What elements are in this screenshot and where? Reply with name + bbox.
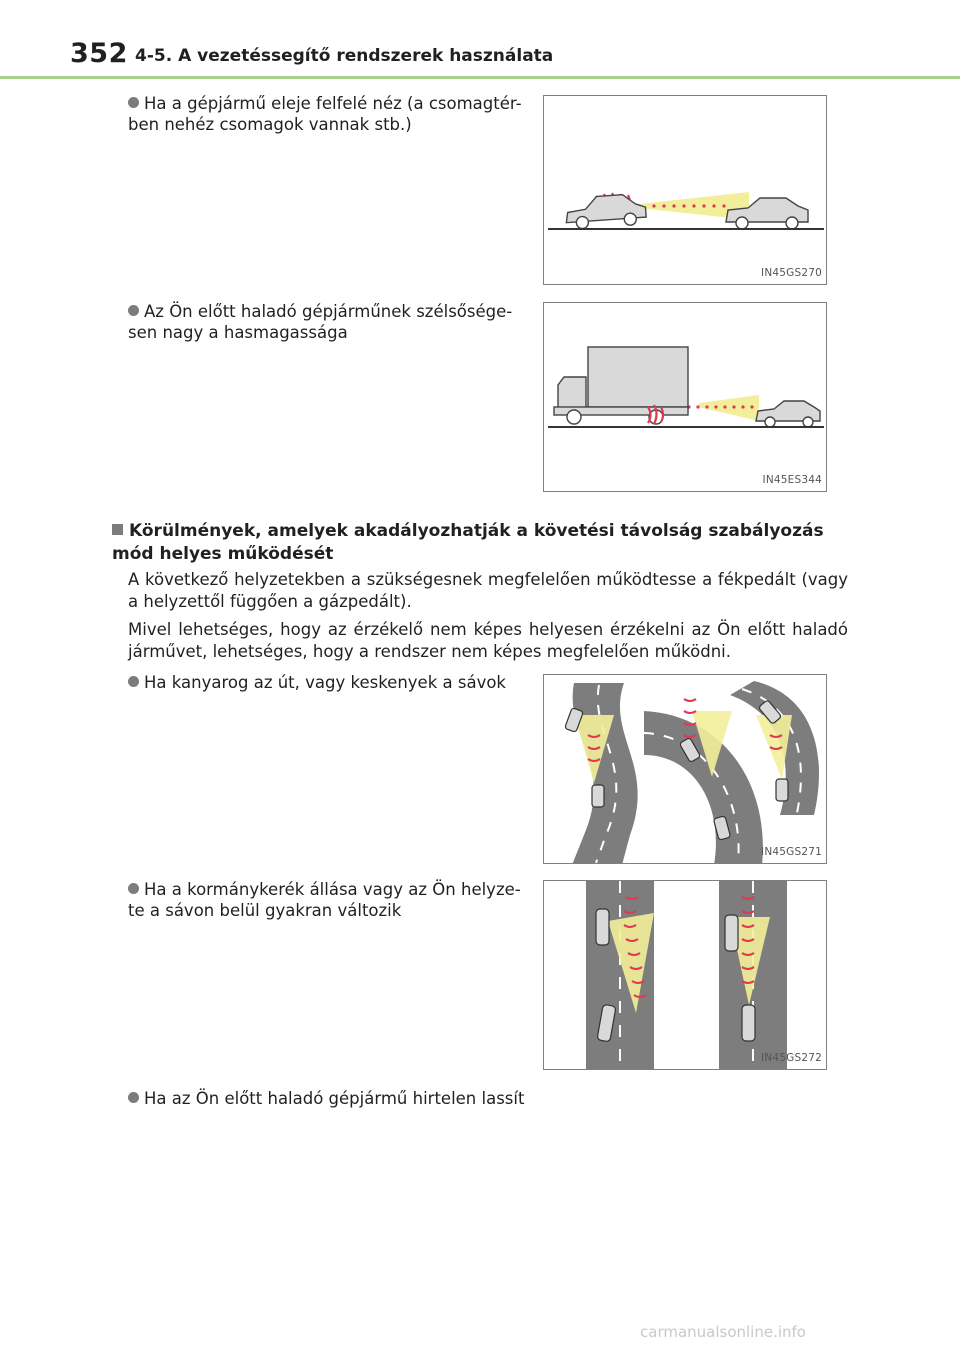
bullet-text: Ha kanyarog az út, vagy keskenyek a sávok [144,673,506,692]
bullet-curvy-road [128,672,528,693]
figure-code: IN45ES344 [762,474,822,486]
footer-watermark[interactable]: carmanualsonline.info [640,1323,806,1341]
illustration-cars-following [544,96,827,285]
header-rule [0,76,960,79]
figure-truck-clearance [543,302,827,492]
bullet-high-clearance [128,301,528,343]
illustration-truck-and-car [544,303,827,492]
bullet-dot-icon [128,883,139,894]
bullet-steering-position [128,879,528,921]
section-title: 4-5. A vezetéssegítő rendszerek használata [135,46,554,66]
bullet-sudden-decel [128,1088,528,1109]
illustration-straight-lanes [544,881,827,1070]
bullet-dot-icon [128,97,139,108]
figure-code: IN45GS272 [761,1052,822,1064]
page-number: 352 [70,38,128,69]
page-header [0,0,960,80]
bullet-text: Ha az Ön előtt haladó gépjármű hirtelen lassít [144,1089,525,1108]
bullet-dot-icon [128,1092,139,1103]
paragraph-sensor-note: Mivel lehetséges, hogy az érzékelő nem képes helyesen érzékelni az Ön előtt haladó járművet, lehetséges, hogy a rendszer nem képes megfelelően működni. [128,620,848,661]
figure-curvy-roads [543,674,827,864]
heading-text: Körülmények, amelyek akadályozhatják a követési távolság szabályozás mód helyes működését [112,521,824,564]
figure-lane-position [543,880,827,1070]
figure-raised-front [543,95,827,285]
bullet-text: Az Ön előtt haladó gépjárműnek szélsősége-sen nagy a hasmagassága [128,302,513,342]
bullet-front-raised [128,93,528,135]
paragraph-pedal-note: A következő helyzetekben a szükségesnek megfelelően működtesse a fékpedált (vagy a helyzettől függően a gázpedált). [128,570,848,611]
figure-code: IN45GS271 [761,846,822,858]
section-heading [112,520,852,566]
bullet-dot-icon [128,305,139,316]
figure-code: IN45GS270 [761,267,822,279]
bullet-text: Ha a gépjármű eleje felfelé néz (a csomagtér-ben nehéz csomagok vannak stb.) [128,94,522,134]
heading-square-icon [112,524,123,535]
illustration-curved-lanes [544,675,827,864]
bullet-dot-icon [128,676,139,687]
bullet-text: Ha a kormánykerék állása vagy az Ön helyze-te a sávon belül gyakran változik [128,880,521,920]
